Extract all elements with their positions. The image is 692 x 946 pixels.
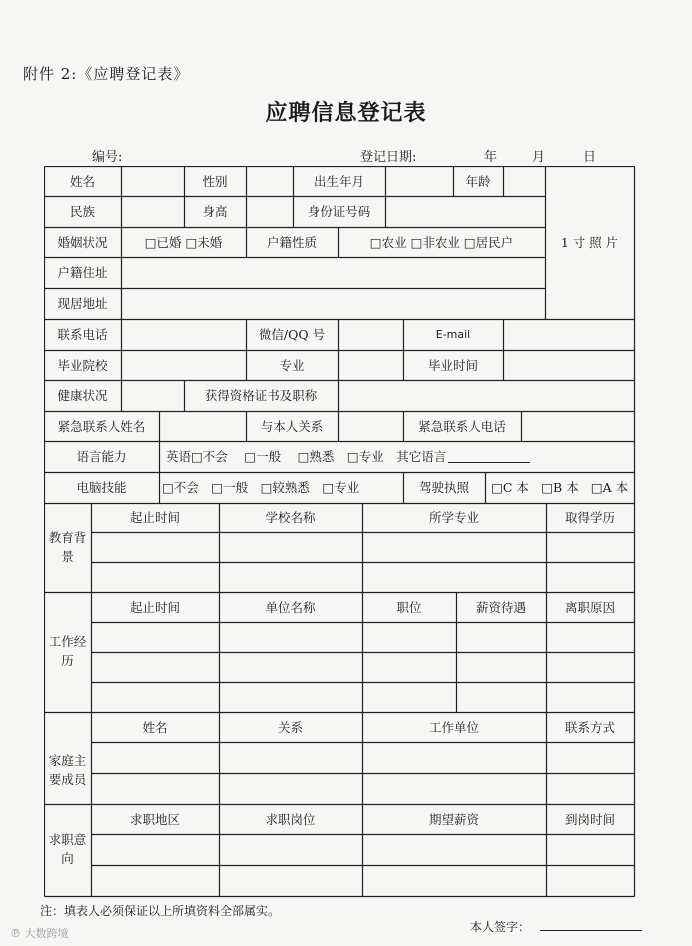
family-section-label: 家庭主要成员 bbox=[48, 753, 87, 787]
month-label: 月 bbox=[532, 150, 546, 165]
phone-field[interactable] bbox=[121, 319, 246, 350]
emergency-contact-phone-field[interactable] bbox=[521, 411, 634, 441]
driving-license-label: 驾驶执照 bbox=[418, 480, 469, 495]
year-label: 年 bbox=[484, 150, 498, 165]
school-field[interactable] bbox=[121, 350, 246, 380]
registration-form bbox=[44, 166, 634, 896]
attachment-label: 附件 2:《应聘登记表》 bbox=[23, 65, 190, 83]
major-label: 专业 bbox=[279, 357, 305, 373]
hukou-type-options[interactable]: □农业 □非农业 □居民户 bbox=[369, 234, 514, 250]
height-label: 身高 bbox=[202, 204, 228, 219]
day-label: 日 bbox=[583, 150, 597, 165]
hukou-address-field[interactable] bbox=[121, 257, 545, 288]
computer-skills-label: 电脑技能 bbox=[76, 480, 127, 495]
signature-label: 本人签字： bbox=[470, 920, 531, 934]
serial-number-label: 编号: bbox=[92, 150, 123, 165]
family-header-relation: 关系 bbox=[277, 719, 303, 735]
watermark: ℗ 大数跨境 bbox=[10, 927, 69, 940]
gender-label: 性别 bbox=[202, 173, 228, 189]
age-label: 年龄 bbox=[465, 173, 491, 189]
age-field[interactable] bbox=[503, 166, 545, 196]
computer-skills-options[interactable]: □不会 □一般 □较熟悉 □专业 bbox=[162, 480, 360, 495]
photo-label: 1 寸 照 片 bbox=[560, 235, 619, 250]
marital-status-label: 婚姻状况 bbox=[57, 234, 108, 250]
education-header-school: 学校名称 bbox=[265, 510, 316, 525]
name-field[interactable] bbox=[121, 166, 184, 196]
language-label: 语言能力 bbox=[76, 449, 127, 464]
language-options[interactable]: 英语□不会 □一般 □熟悉 □专业 其它语言 bbox=[166, 441, 626, 472]
work-header-salary: 薪资待遇 bbox=[475, 599, 526, 615]
ethnicity-label: 民族 bbox=[69, 204, 95, 219]
photo-box[interactable] bbox=[545, 166, 634, 319]
work-header-position: 职位 bbox=[396, 599, 422, 615]
intention-section-label: 求职意向 bbox=[48, 832, 87, 866]
school-label: 毕业院校 bbox=[57, 357, 108, 373]
birth-date-field[interactable] bbox=[385, 166, 453, 196]
license-c-option[interactable]: □C 本 bbox=[491, 480, 529, 495]
work-header-leave-reason: 离职原因 bbox=[564, 599, 615, 615]
health-field[interactable] bbox=[121, 380, 184, 411]
gender-field[interactable] bbox=[246, 166, 293, 196]
major-field[interactable] bbox=[338, 350, 403, 380]
intention-header-start-time: 到岗时间 bbox=[564, 811, 615, 827]
work-header-period: 起止时间 bbox=[129, 599, 180, 615]
license-b-option[interactable]: □B 本 bbox=[541, 480, 579, 495]
certificates-label: 获得资格证书及职称 bbox=[204, 388, 318, 403]
license-a-option[interactable]: □A 本 bbox=[590, 480, 629, 495]
graduation-time-field[interactable] bbox=[503, 350, 634, 380]
email-label: E-mail bbox=[435, 327, 471, 341]
birth-date-label: 出生年月 bbox=[313, 173, 364, 189]
certificates-field[interactable] bbox=[338, 380, 634, 411]
wechat-qq-label: 微信/QQ 号 bbox=[258, 327, 326, 342]
hukou-type-label: 户籍性质 bbox=[266, 234, 317, 250]
emergency-contact-name-field[interactable] bbox=[159, 411, 246, 441]
phone-label: 联系电话 bbox=[57, 327, 108, 342]
work-section-label: 工作经历 bbox=[48, 634, 87, 668]
form-title: 应聘信息登记表 bbox=[265, 101, 427, 126]
education-header-major: 所学专业 bbox=[428, 510, 479, 525]
height-field[interactable] bbox=[246, 196, 293, 227]
relation-field[interactable] bbox=[338, 411, 403, 441]
education-header-degree: 取得学历 bbox=[564, 510, 615, 525]
email-field[interactable] bbox=[503, 319, 634, 350]
education-header-period: 起止时间 bbox=[129, 510, 180, 525]
id-number-label: 身份证号码 bbox=[307, 204, 371, 219]
intention-header-salary: 期望薪资 bbox=[428, 811, 479, 827]
current-address-label: 现居地址 bbox=[57, 296, 108, 311]
emergency-contact-name-label: 紧急联系人姓名 bbox=[57, 418, 146, 434]
wechat-qq-field[interactable] bbox=[338, 319, 403, 350]
registration-date-label: 登记日期: bbox=[360, 150, 417, 165]
id-number-field[interactable] bbox=[385, 196, 545, 227]
health-label: 健康状况 bbox=[57, 388, 108, 403]
footer-note: 注：填表人必须保证以上所填资料全部属实。 bbox=[40, 904, 281, 918]
hukou-address-label: 户籍住址 bbox=[57, 265, 108, 280]
work-header-company: 单位名称 bbox=[265, 599, 316, 615]
relation-label: 与本人关系 bbox=[260, 418, 324, 434]
education-section-label: 教育背景 bbox=[48, 529, 87, 564]
family-header-employer: 工作单位 bbox=[428, 719, 479, 735]
other-language-line[interactable] bbox=[448, 450, 530, 463]
name-label: 姓名 bbox=[69, 173, 95, 189]
family-header-name: 姓名 bbox=[142, 719, 168, 735]
graduation-time-label: 毕业时间 bbox=[427, 357, 478, 373]
family-header-contact: 联系方式 bbox=[564, 719, 615, 735]
emergency-contact-phone-label: 紧急联系人电话 bbox=[418, 418, 506, 434]
ethnicity-field[interactable] bbox=[121, 196, 184, 227]
signature-line[interactable] bbox=[540, 930, 642, 931]
marital-status-options[interactable]: □已婚 □未婚 bbox=[144, 234, 223, 250]
intention-header-position: 求职岗位 bbox=[265, 811, 316, 827]
current-address-field[interactable] bbox=[121, 288, 545, 319]
intention-header-region: 求职地区 bbox=[129, 811, 180, 827]
